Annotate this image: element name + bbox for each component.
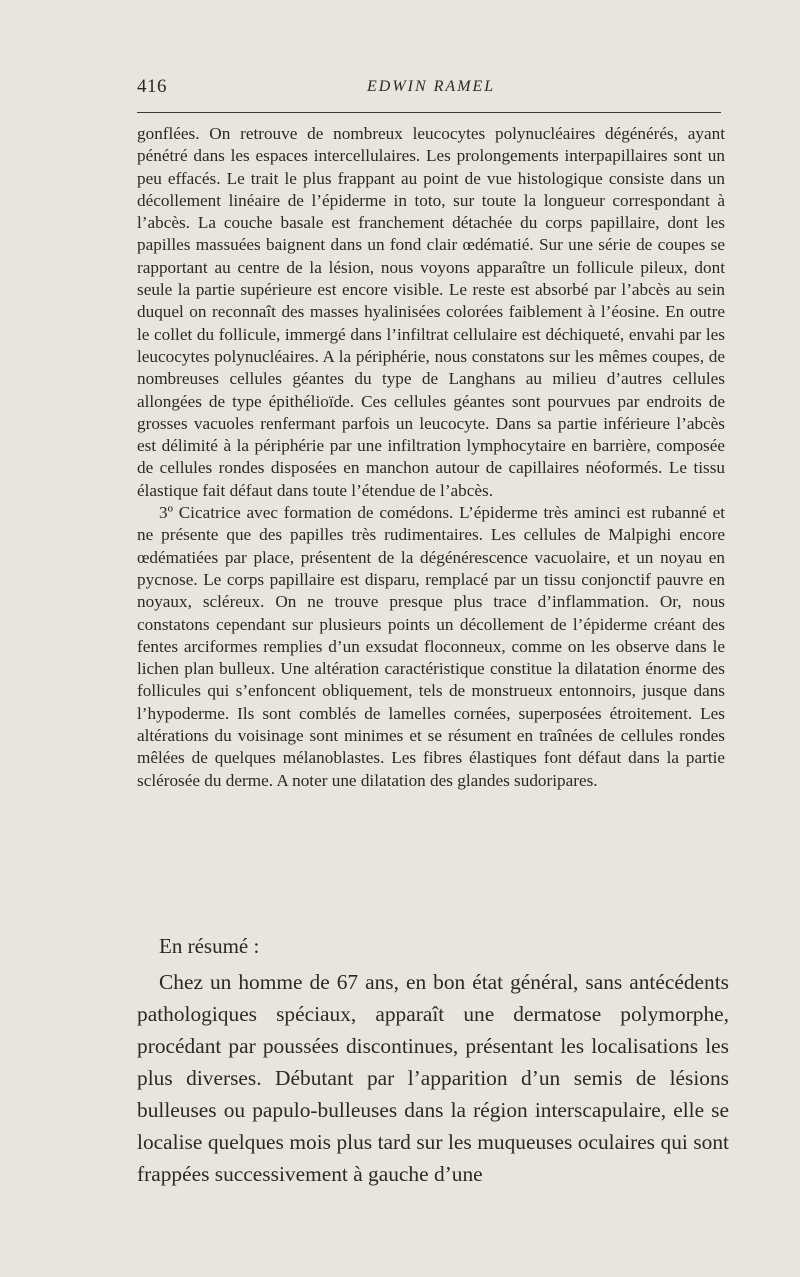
paragraph: gonflées. On retrouve de nombreux leucocytes polynucléaires dégénérés, ayant pénétré dans les espaces intercellulaires. Les prolongements interpapillaires sont un peu effacés. Le trait le plus frappant au point de vue histologique consiste dans un décollement linéaire de l’épiderme in toto, sur toute la longueur correspondant à l’abcès. La couche basale est franchement détachée du corps papillaire, dont les papilles massuées baignent dans un fond clair œdématié. Sur une série de coupes se rapportant au centre de la lésion, nous voyons apparaître un follicule pileux, dont seule la partie supérieure est encore visible. Le reste est absorbé par l’abcès au sein duquel on reconnaît des masses hyalinisées colorées faiblement à l’éosine. En outre le collet du follicule, immergé dans l’infiltrat cellulaire est déchiqueté, envahi par les leucocytes polynucléaires. A la périphérie, nous constatons sur les mêmes coupes, de nombreuses cellules géantes du type de Langhans au milieu d’autres cellules allongées de type épithélioïde. Ces cellules géantes sont pourvues par endroits de grosses vacuoles renfermant parfois un leucocyte. Dans sa partie inférieure l’abcès est délimité à la périphérie par une infiltration lymphocytaire en barrière, composée de cellules rondes disposées en manchon autour de capillaires néoformés. Le tissu élastique fait défaut dans toute l’étendue de l’abcès. xyxy=(137,124,725,500)
summary-heading: En résumé : xyxy=(159,934,260,958)
paragraph: 3º Cicatrice avec formation de comédons. L’épiderme très aminci est rubanné et ne présente que des papilles très rudimentaires. Les cellules de Malpighi encore œdématiées par place, présentent de la dégénérescence vacuolaire, et un noyau en pycnose. Le corps papillaire est disparu, remplacé par un tissu conjonctif pauvre en noyaux, scléreux. On ne trouve presque plus trace d’inflammation. Or, nous constatons cependant sur plusieurs points un décollement de l’épiderme créant des fentes arciformes remplies d’un exsudat floconneux, comme on les observe dans le lichen plan bulleux. Une altération caractéristique constitue la dilatation énorme des follicules qui s’enfoncent obliquement, tels de monstrueux entonnoirs, jusque dans l’hypoderme. Ils sont comblés de lamelles cornées, superposées étroitement. Les altérations du voisinage sont minimes et se résument en traînées de cellules rondes mêlées de quelques mélanoblastes. Les fibres élastiques font défaut dans la partie sclérosée du derme. A noter une dilatation des glandes sudoripares. xyxy=(137,503,725,790)
body-text xyxy=(137,123,725,792)
page-number: 416 xyxy=(137,76,167,97)
running-head: EDWIN RAMEL xyxy=(367,78,496,95)
page-header xyxy=(137,72,721,102)
header-rule xyxy=(137,112,721,113)
summary-paragraph: Chez un homme de 67 ans, en bon état général, sans antécédents pathologiques spéciaux, apparaît une dermatose polymorphe, procédant par poussées discontinues, présentant les localisations les plus diverses. Débutant par l’apparition d’un semis de lésions bulleuses ou papulo-bulleuses dans la région interscapulaire, elle se localise quelques mois plus tard sur les muqueuses oculaires qui sont frappées successivement à gauche d’une xyxy=(137,970,729,1186)
summary-section xyxy=(137,932,729,1190)
